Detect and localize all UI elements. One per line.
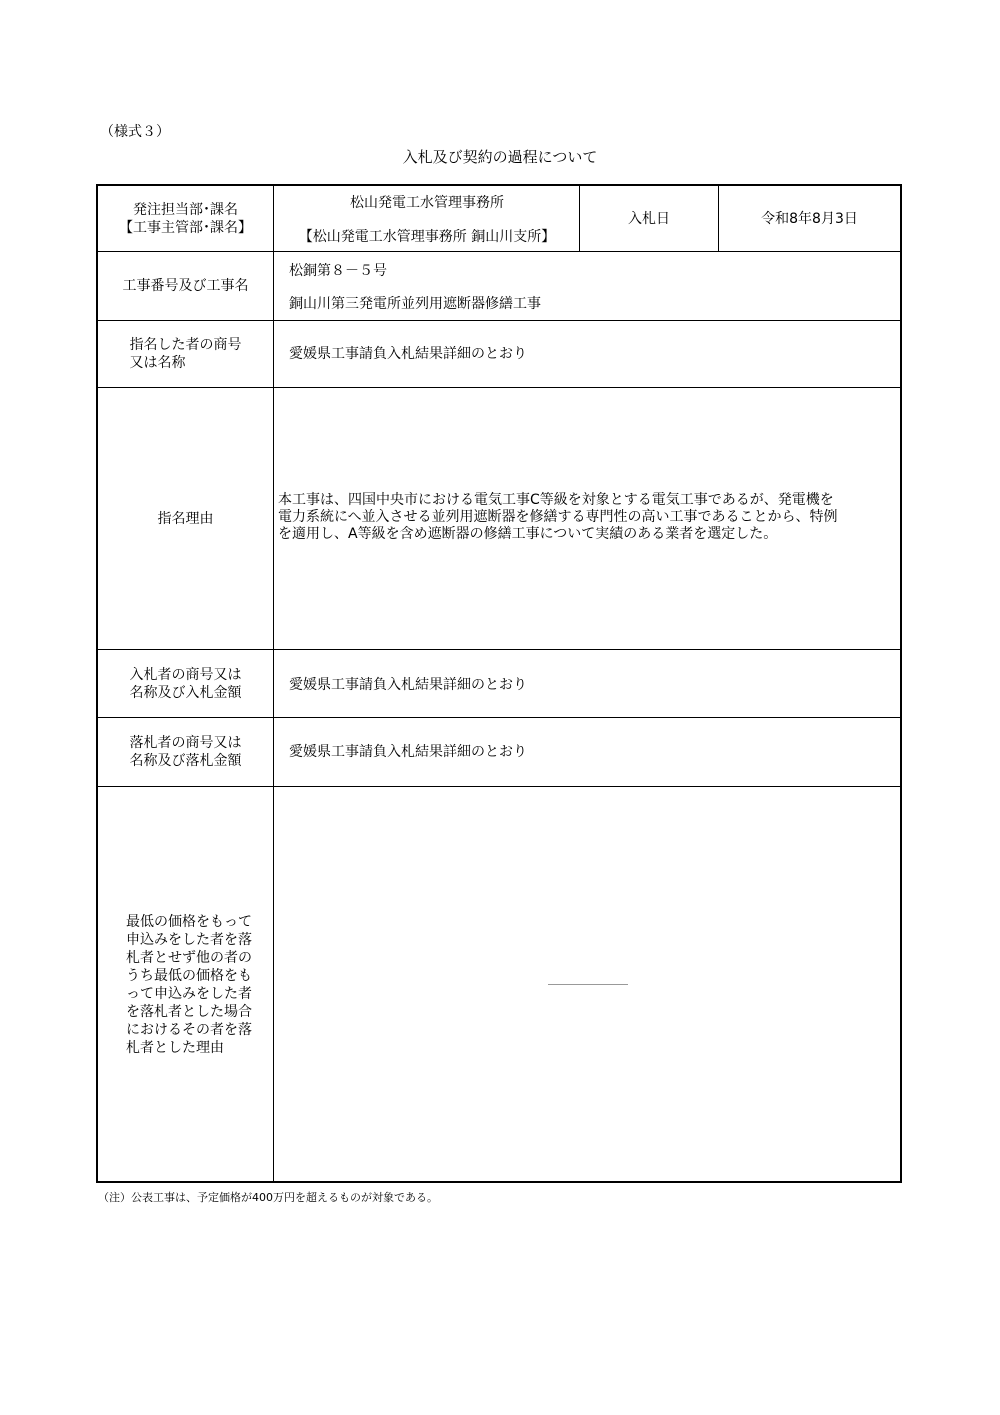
document-title: 入札及び契約の過程について: [402, 148, 598, 166]
empty-value-dash: [548, 984, 628, 985]
lowest-label-line: 最低の価格をもって: [126, 914, 252, 930]
bid-date-label: 入札日: [628, 210, 670, 227]
bidders-label: [98, 650, 273, 717]
designated-label: [98, 321, 273, 387]
work-name: 銅山川第三発電所並列用遮断器修繕工事: [289, 296, 541, 312]
lowest-label-line: うち最低の価格をも: [126, 968, 252, 984]
lowest-label-line: 札者とした理由: [126, 1040, 224, 1056]
lowest-label-line: 申込みをした者を落: [126, 932, 252, 948]
bidders-value: 愛媛県工事請負入札結果詳細のとおり: [289, 677, 527, 693]
column-divider: [273, 184, 274, 1183]
designated-value: 愛媛県工事請負入札結果詳細のとおり: [289, 346, 527, 362]
winner-label-line: 落札者の商号又は: [129, 735, 242, 751]
form-number: （様式３）: [100, 124, 170, 140]
bidders-label-line: 入札者の商号又は: [129, 666, 242, 683]
lowest-label-line: 札者とせず他の者の: [126, 950, 252, 966]
bidders-label-line: 名称及び入札金額: [129, 684, 242, 701]
work-number: 松銅第８－５号: [289, 263, 387, 279]
reason-text: [278, 492, 898, 543]
lowest-label-line: を落札者とした場合: [126, 1004, 252, 1020]
lowest-price-label: [126, 913, 272, 1057]
row-divider: [96, 786, 902, 787]
bid-date-value: 令和8年8月3日: [761, 210, 858, 227]
department-label: [98, 186, 273, 251]
work-label: 工事番号及び工事名: [122, 278, 249, 294]
lowest-label-line: って申込みをした者: [126, 986, 252, 1002]
reason-line: を適用し、A等級を含め遮断器の修繕工事について実績のある業者を選定した。: [278, 526, 778, 542]
department-label-line: 発注担当部･課名: [133, 201, 238, 218]
designated-label-line: 指名した者の商号: [129, 337, 242, 353]
office-name: 松山発電工水管理事務所: [350, 195, 504, 211]
winner-label-line: 名称及び落札金額: [129, 753, 242, 769]
reason-line: 本工事は、四国中央市における電気工事C等級を対象とする電気工事であるが、発電機を: [278, 492, 834, 508]
reason-line: 電力系統にへ並入させる並列用遮断器を修繕する専門性の高い工事であることから、特例: [278, 509, 838, 525]
designated-label-line: 又は名称: [129, 355, 186, 371]
footnote: （注）公表工事は、予定価格が400万円を超えるものが対象である。: [98, 1191, 438, 1204]
branch-office-name: 【松山発電工水管理事務所 銅山川支所】: [298, 229, 556, 245]
department-label-line: 【工事主管部･課名】: [119, 219, 252, 236]
lowest-label-line: におけるその者を落: [126, 1022, 252, 1038]
reason-label: 指名理由: [157, 510, 214, 527]
winner-label: [98, 718, 273, 786]
winner-value: 愛媛県工事請負入札結果詳細のとおり: [289, 744, 527, 760]
